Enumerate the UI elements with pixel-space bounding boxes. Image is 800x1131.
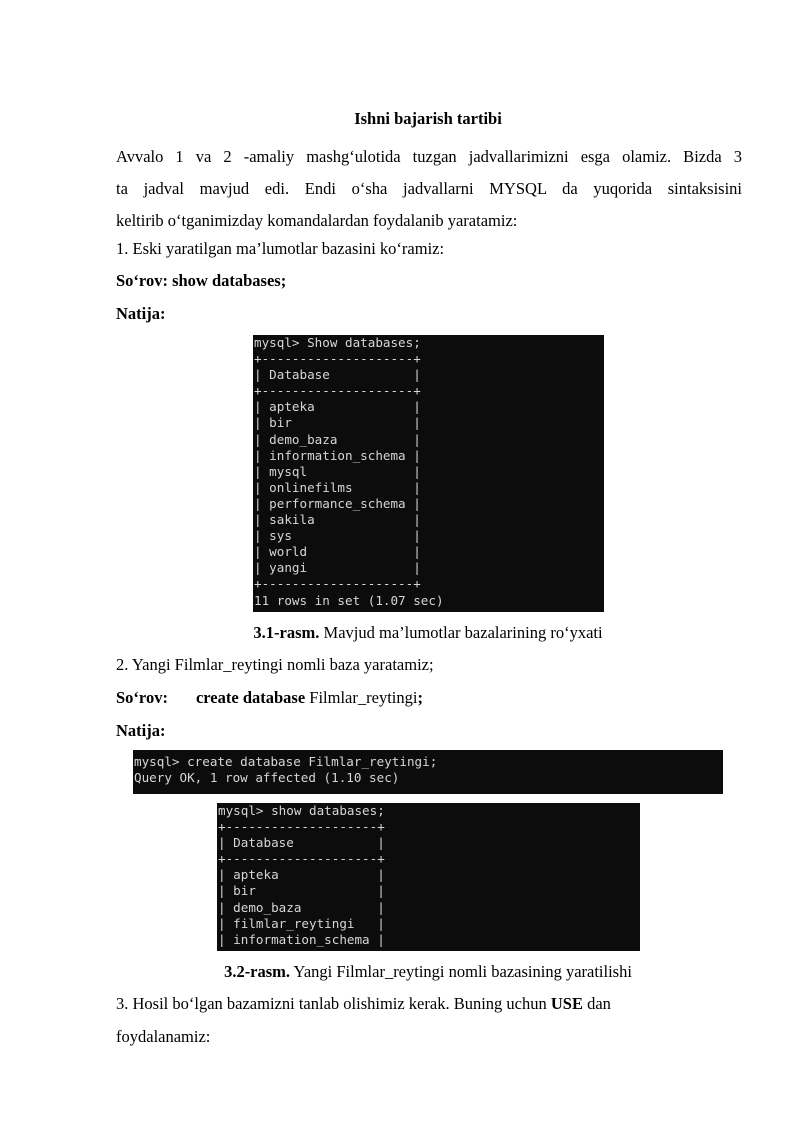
intro-paragraph: [116, 141, 742, 237]
terminal-line: | apteka |: [218, 867, 385, 883]
figure-caption-3-1: [0, 623, 800, 643]
terminal-line: | demo_baza |: [254, 431, 421, 447]
step1-query-label: So‘rov: show databases;: [116, 271, 287, 290]
intro-line-1: Avvalo 1 va 2 -amaliy mashg‘ulotida tuzgan jadvallarimizni esga olamiz. Bizda 3: [116, 147, 742, 166]
step2-query-semicolon: ;: [417, 688, 423, 707]
terminal-line: +--------------------+: [254, 383, 421, 399]
terminal-show-databases: [253, 335, 604, 612]
terminal-line: Query OK, 1 row affected (1.10 sec): [134, 770, 400, 786]
terminal-line: mysql> create database Filmlar_reytingi;: [134, 754, 438, 769]
step3-text: [116, 994, 611, 1014]
terminal-line: +--------------------+: [254, 576, 421, 592]
terminal-line: 11 rows in set (1.07 sec): [254, 592, 444, 608]
intro-line-3: keltirib o‘tganimizday komandalardan foydalanib yaratamiz:: [116, 211, 518, 230]
terminal-line: +--------------------+: [218, 851, 385, 867]
terminal-line: | demo_baza |: [218, 899, 385, 915]
caption-number: 3.2-rasm.: [224, 962, 291, 981]
step1-text: 1. Eski yaratilgan ma’lumotlar bazasini ko‘ramiz:: [116, 239, 445, 258]
intro-line-2: ta jadval mavjud edi. Endi o‘sha jadvallarni MYSQL da yuqorida sintaksisini: [116, 179, 742, 198]
step2-text: 2. Yangi Filmlar_reytingi nomli baza yaratamiz;: [116, 655, 434, 674]
step3-use-keyword: USE: [550, 994, 583, 1013]
terminal-line: | bir |: [254, 415, 421, 431]
step2-query-argument: Filmlar_reytingi: [305, 688, 418, 707]
step3-text-line-2: foydalanamiz:: [116, 1027, 211, 1046]
terminal-line: +--------------------+: [218, 819, 385, 835]
step3-text-after: dan: [582, 994, 611, 1013]
terminal-line: +--------------------+: [254, 351, 421, 367]
caption-text: Mavjud ma’lumotlar bazalarining ro‘yxati: [319, 623, 603, 642]
step2-query: [116, 688, 423, 708]
step1-result-label: Natija:: [116, 304, 166, 323]
terminal-line: | information_schema |: [254, 447, 421, 463]
step2-query-label: So‘rov:: [116, 688, 168, 707]
terminal-line: | world |: [254, 544, 421, 560]
terminal-line: | apteka |: [254, 399, 421, 415]
terminal-line: | filmlar_reytingi |: [218, 915, 385, 931]
terminal-line: mysql> Show databases;: [254, 335, 421, 350]
figure-caption-3-2: [0, 962, 800, 982]
caption-text: Yangi Filmlar_reytingi nomli bazasining yaratilishi: [290, 962, 632, 981]
terminal-line: | bir |: [218, 883, 385, 899]
page-title: Ishni bajarish tartibi: [354, 109, 502, 128]
terminal-line: | sys |: [254, 528, 421, 544]
terminal-line: | onlinefilms |: [254, 479, 421, 495]
terminal-line: | mysql |: [254, 463, 421, 479]
terminal-line: | yangi |: [254, 560, 421, 576]
caption-number: 3.1-rasm.: [253, 623, 320, 642]
terminal-line: | Database |: [218, 835, 385, 851]
terminal-show-databases-2: [217, 803, 640, 951]
step3-text-before: 3. Hosil bo‘lgan bazamizni tanlab olishimiz kerak. Buning uchun: [116, 994, 551, 1013]
terminal-line: | sakila |: [254, 512, 421, 528]
terminal-line: | performance_schema |: [254, 495, 421, 511]
terminal-line: | Database |: [254, 367, 421, 383]
step2-result-label: Natija:: [116, 721, 166, 740]
step2-query-command: create database: [195, 688, 306, 707]
terminal-line: | information_schema |: [218, 931, 385, 947]
terminal-create-database: [133, 750, 723, 794]
terminal-line: mysql> show databases;: [218, 803, 385, 818]
